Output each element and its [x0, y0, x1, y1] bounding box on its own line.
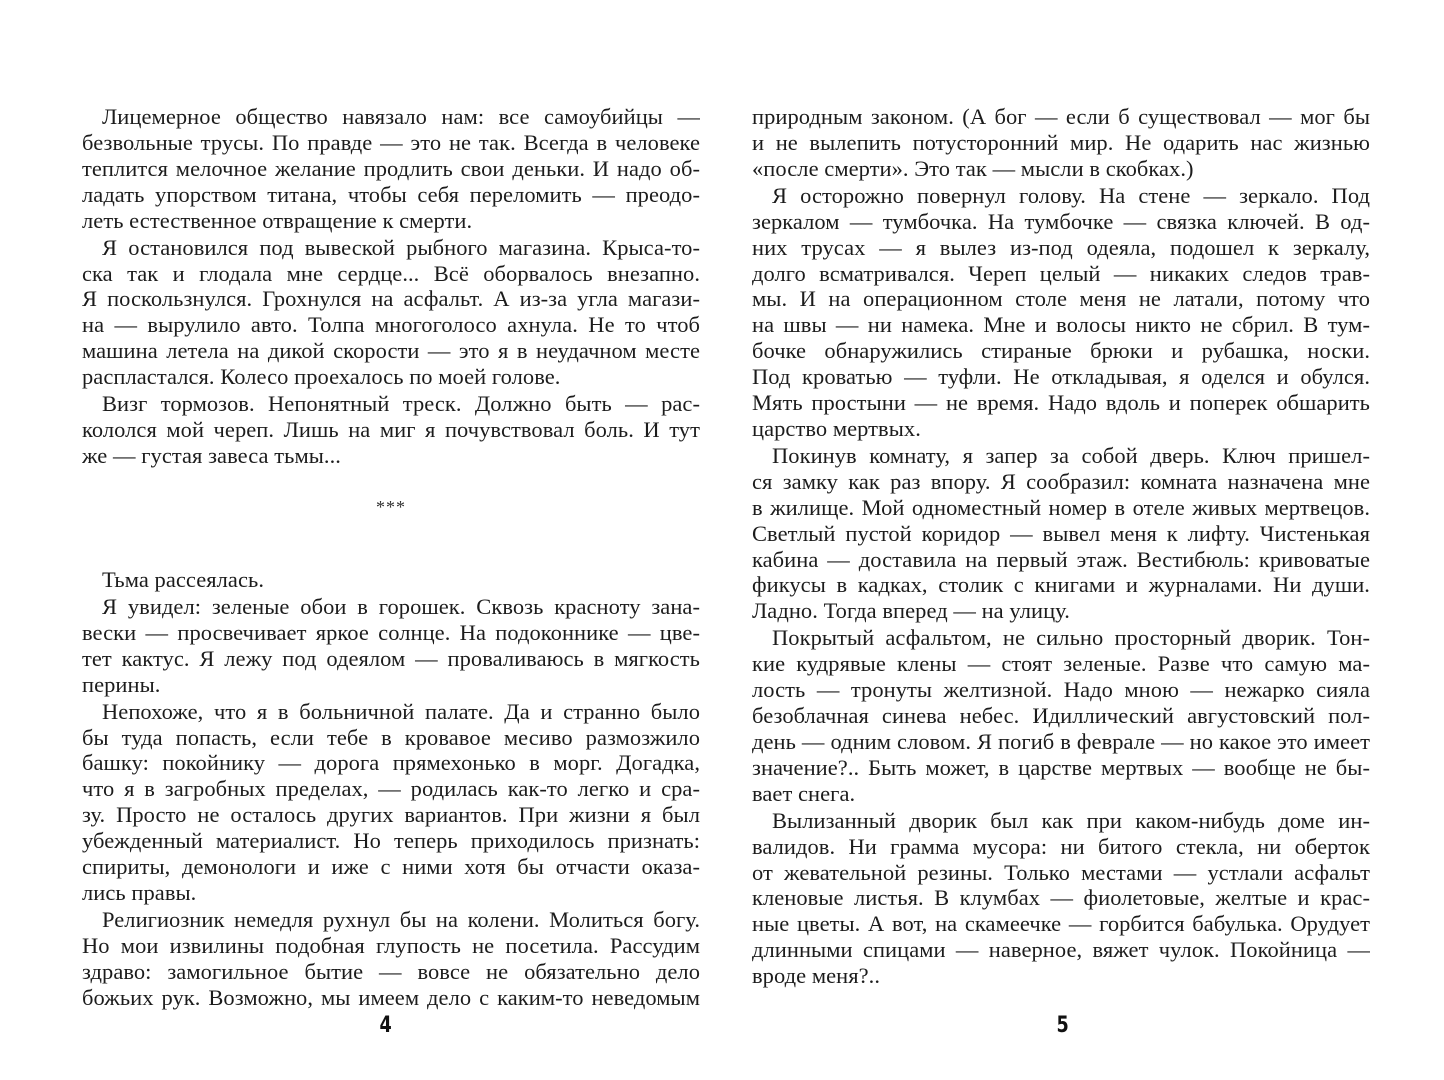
paragraph: [82, 567, 700, 593]
text-line: Ладно. Тогда вперед — на улицу.: [752, 598, 1070, 624]
text-line: ска так и глодала мне сердце... Всё оборвалось внезапно.: [82, 260, 700, 286]
page-number-right: 5: [1056, 1013, 1069, 1038]
text-line: «после смерти». Это так — мысли в скобках.): [752, 155, 1194, 181]
text-line: ся замку как раз впору. Я сообразил: комната назначена мне: [752, 468, 1370, 494]
text-line: Религиозник немедля рухнул бы на колени. Молиться богу.: [102, 906, 700, 932]
text-line: здраво: замогильное бытие — вовсе не обязательно дело: [82, 958, 700, 984]
text-line: них трусах — я вылез из-под одеяла, подошел к зеркалу,: [752, 234, 1370, 260]
text-line: что я в загробных пределах, — родилась как-то легко и сра-: [82, 776, 700, 802]
text-line: Под кроватью — туфли. Не откладывая, я оделся и обулся.: [752, 364, 1370, 390]
text-line: безоблачная синева небес. Идиллический августовский пол-: [752, 703, 1370, 729]
text-line: башку: покойнику — дорога прямехонько в морг. Догадка,: [82, 750, 700, 776]
page-number-left: 4: [379, 1013, 392, 1038]
text-line: ные цветы. А вот, на скамеечке — горбится бабулька. Орудует: [752, 911, 1370, 937]
text-line: длинными спицами — наверное, вяжет чулок. Покойница —: [752, 937, 1370, 963]
text-line: валидов. Ни грамма мусора: ни битого стекла, ни оберток: [752, 833, 1370, 859]
text-line: в жилище. Мой одноместный номер в отеле живых мертвецов.: [752, 494, 1370, 520]
text-line: кленовые листья. В клумбах — фиолетовые, желтые и крас-: [752, 885, 1370, 911]
text-line: вроде меня?..: [752, 963, 881, 989]
paragraph: [752, 808, 1370, 989]
text-line: Я увидел: зеленые обои в горошек. Сквозь красноту зана-: [102, 593, 700, 619]
text-line: от жевательной резины. Только местами — устлали асфальт: [752, 859, 1370, 885]
text-line: же — густая завеса тьмы...: [82, 442, 341, 468]
text-line: мы. И на операционном столе меня не латали, потому что: [752, 286, 1370, 312]
paragraph: [82, 104, 700, 233]
paragraph: [752, 183, 1370, 442]
paragraph: [82, 235, 700, 390]
text-line: Я поскользнулся. Грохнулся на асфальт. А из-за угла магази-: [82, 286, 700, 312]
text-line: кие кудрявые клены — стоят зеленые. Разве что самую ма-: [752, 651, 1370, 677]
paragraph: [752, 443, 1370, 624]
paragraph: [82, 594, 700, 698]
text-line: Визг тормозов. Непонятный треск. Должно быть — рас-: [102, 391, 700, 417]
text-line: зу. Просто не осталось других вариантов. При жизни я был: [82, 802, 700, 828]
text-line: кабина — доставила на первый этаж. Вестибюль: кривоватые: [752, 546, 1370, 572]
paragraph: [752, 104, 1370, 182]
text-line: Вылизанный дворик был как при каком-нибудь доме ин-: [772, 807, 1370, 833]
text-line: теплится мелочное желание продлить свои деньки. И надо об-: [82, 155, 700, 181]
paragraph: [82, 699, 700, 906]
text-line: на — вырулило авто. Толпа многоголосо ахнула. Не то чтоб: [82, 312, 700, 338]
text-line: вески — просвечивает яркое солнце. На подоконнике — цве-: [82, 619, 700, 645]
section-separator: ***: [376, 496, 406, 517]
text-line: перины.: [82, 671, 161, 697]
text-line: Непохоже, что я в больничной палате. Да и странно было: [102, 698, 700, 724]
text-line: тет кактус. Я лежу под одеялом — проваливаюсь в мягкость: [82, 645, 700, 671]
text-line: природным законом. (А бог — если б существовал — мог бы: [752, 104, 1370, 129]
paragraph: [82, 391, 700, 469]
text-line: лость — тронуты желтизной. Надо мною — нежарко сияла: [752, 677, 1370, 703]
text-line: фикусы в кадках, столик с книгами и журналами. Ни души.: [752, 572, 1370, 598]
text-line: кололся мой череп. Лишь на миг я почувствовал боль. И тут: [82, 417, 700, 443]
text-line: Светлый пустой коридор — вывел меня к лифту. Чистенькая: [752, 520, 1370, 546]
text-line: безвольные трусы. По правде — это не так. Всегда в человеке: [82, 129, 700, 155]
text-line: лись правы.: [82, 879, 197, 905]
text-line: на швы — ни намека. Мне и волосы никто не сбрил. В тум-: [752, 312, 1370, 338]
text-line: Мять простыни — не время. Надо вдоль и поперек обшарить: [752, 389, 1370, 415]
text-line: Я остановился под вывеской рыбного магазина. Крыса-то-: [102, 234, 700, 260]
text-line: Покинув комнату, я запер за собой дверь. Ключ пришел-: [772, 442, 1370, 468]
text-line: Лицемерное общество навязало нам: все самоубийцы —: [102, 104, 700, 129]
text-line: божьих рук. Возможно, мы имеем дело с каким-то неведомым: [82, 984, 700, 1010]
text-line: зеркалом — тумбочка. На тумбочке — связка ключей. В од-: [752, 208, 1370, 234]
right-page: [752, 104, 1370, 1004]
text-line: Тьма рассеялась.: [102, 566, 264, 592]
text-line: Я осторожно повернул голову. На стене — зеркало. Под: [772, 182, 1370, 208]
text-line: вает снега.: [752, 780, 856, 806]
text-line: убежденный материалист. Но теперь приходилось признать:: [82, 828, 700, 854]
text-line: и не вылепить потусторонний мир. Не одарить нас жизнью: [752, 129, 1370, 155]
paragraph: [82, 907, 700, 1011]
text-line: леть естественное отвращение к смерти.: [82, 207, 473, 233]
left-page: [82, 104, 700, 1010]
text-line: распластался. Колесо проехалось по моей голове.: [82, 364, 561, 390]
text-line: Но мои извилины подобная глупость не посетила. Рассудим: [82, 932, 700, 958]
text-line: значение?.. Быть может, в царстве мертвых — вообще не бы-: [752, 754, 1370, 780]
paragraph: [752, 625, 1370, 806]
text-line: бы туда попасть, если тебе в кровавое месиво размозжило: [82, 724, 700, 750]
text-line: Покрытый асфальтом, не сильно просторный дворик. Тон-: [772, 625, 1370, 651]
text-line: день — одним словом. Я погиб в феврале — но какое это имеет: [752, 728, 1370, 754]
text-line: машина летела на дикой скорости — это я в неудачном месте: [82, 338, 700, 364]
text-line: долго всматривался. Череп целый — никаких следов трав-: [752, 260, 1370, 286]
text-line: царство мертвых.: [752, 415, 921, 441]
text-line: ладать упорством титана, чтобы себя переломить — преодо-: [82, 181, 700, 207]
text-line: спириты, демонологи и иже с ними хотя бы отчасти оказа-: [82, 854, 700, 880]
text-line: бочке обнаружились стираные брюки и рубашка, носки.: [752, 338, 1370, 364]
